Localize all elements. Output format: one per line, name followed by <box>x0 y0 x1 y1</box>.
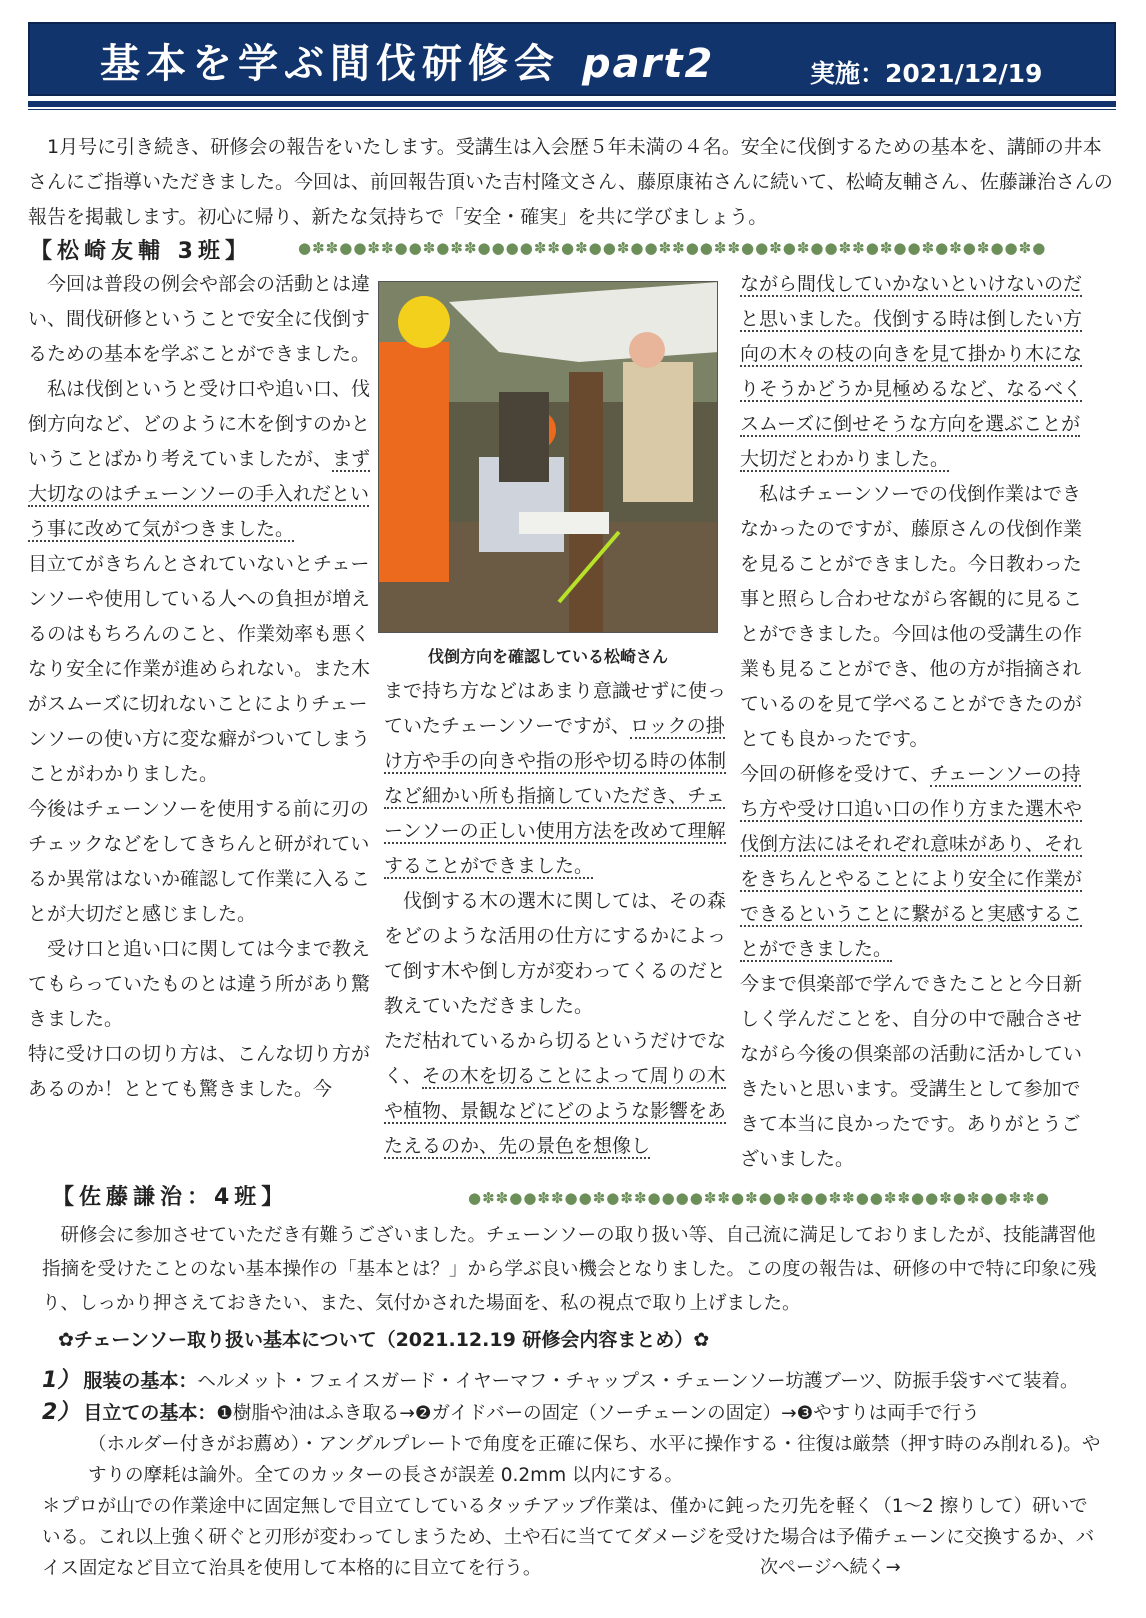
section-heading-sato: 【佐藤謙治：4班】 <box>52 1185 289 1210</box>
photo-illustration <box>379 282 718 633</box>
highlighted-sentence: ながら間伐していかないといけないのだと思いました。伐倒する時は倒したい方向の木々の枝の向きを見て掛かり木になりそうかどうか見極めるなど、なるべくスムーズに倒せそうな方向を選ぶことが大切だとわかりました。 <box>740 273 1083 470</box>
article-column-1: 今回は普段の例会や部会の活動とは違い、間伐研修ということで安全に伐倒するための基本を学ぶことができました。 私は伐倒というと受け口や追い口、伐倒方向など、どのように木を倒すのかということばかり考えていましたが、まず大切なのはチェーンソーの手入れだという事に改めて気がつきました。 目立てがきちんとされていないとチェーンソーや使用している人への負担が増えるのはもちろんのこと、作業効率も悪くなり安全に作業が進められない。また木がスムーズに切れないことによりチェーンソーの使い方に変な癖がついてしまうことがわかりました。 今後はチェーンソーを使用する前に刃のチェックなどをしてきちんと研がれているか異常はないか確認して作業に入ることが大切だと感じました。 受け口と追い口に関しては今まで教えてもらっていたものとは違う所があり驚きました。 特に受け口の切り方は、こんな切り方があるのか！ととても驚きました。今 <box>28 273 371 1100</box>
list-item: 1） 服装の基本：ヘルメット・フェイスガード・イヤーマフ・チャップス・チェーンソー坊護ブーツ、防振手袋すべて装着。 <box>42 1368 1079 1393</box>
article-column-3: ながら間伐していかないといけないのだと思いました。伐倒する時は倒したい方向の木々の枝の向きを見て掛かり木になりそうかどうか見極めるなど、なるべくスムーズに倒せそうな方向を選ぶことが大切だとわかりました。 私はチェーンソーでの伐倒作業はできなかったのですが、藤原さんの伐倒作業を見ることができました。今日教わった事と照らし合わせながら客観的に見ることができました。今回は他の受講生の作業も見ることができ、他の方が指摘されているのを見て学べることができたのがとても良かったです。 今回の研修を受けて、チェーンソーの持ち方や受け口追い口の作り方また選木や伐倒方法にはそれぞれ意味があり、それをきちんとやることにより安全に作業ができるということに繋がると実感することができました。 今まで倶楽部で学んできたことと今日新しく学んだことを、自分の中で融合させながら今後の倶楽部の活動に活かしていきたいと思います。受講生として参加できて本当に良かったです。ありがとうございました。 <box>740 273 1083 1170</box>
article-column-2: まで持ち方などはあまり意識せずに使っていたチェーンソーですが、ロックの掛け方や手の向きや指の形や切る時の体制など細かい所も指摘していただき、チェーンソーの正しい使用方法を改めて理解することができました。 伐倒する木の選木に関しては、その森をどのような活用の仕方にするかによって倒す木や倒し方が変わってくるのだと教えていただきました。 ただ枯れているから切るというだけでなく、その木を切ることによって周りの木や植物、景観などにどのような影響をあたえるのか、先の景色を想像し <box>384 680 727 1157</box>
highlighted-sentence: ロックの掛け方や手の向きや指の形や切る時の体制など細かい所も指摘していただき、チェーンソーの正しい使用方法を改めて理解することができました。 <box>384 715 727 877</box>
list-item: 2） 目立ての基本：❶樹脂や油はふき取る→❷ガイドバーの固定（ソーチェーンの固定）→❸やすりは両手で行う <box>42 1400 980 1425</box>
training-photo <box>378 281 718 633</box>
part-label: part2 <box>582 41 715 87</box>
leaf-ornament-icon: ●✽✽●●✽✽●●✽●✽✽●●●●✽✽●✽●●✽●●✽✽●●✽✽●●✽●✽●●✽✽● <box>468 1190 1050 1206</box>
leaf-ornament-icon: ●✽✽●●✽✽●●✽●✽✽●●●●✽✽●✽●●✽●●✽✽●●✽✽●●✽●✽●●✽✽●✽●●✽●✽●✽●●✽● <box>298 240 1047 256</box>
highlighted-sentence: チェーンソーの持ち方や受け口追い口の作り方また選木や伐倒方法にはそれぞれ意味があり、それをきちんとやることにより安全に作業ができるということに繋がると実感することができました。 <box>740 763 1083 960</box>
page-title: 基本を学ぶ間伐研修会 part2 <box>100 41 715 87</box>
list-item-detail: （ホルダー付きがお薦め）・アングルプレートで角度を正確に保ち、水平に操作する・往復は厳禁（押す時のみ削れる)。やすりの摩耗は論外。全てのカッターの長さが誤差 0.2mm 以内にする。 <box>88 1434 1101 1486</box>
event-date: 実施：2021/12/19 <box>810 59 1043 88</box>
header-rule <box>28 101 1116 107</box>
touchup-note: ＊プロが山での作業途中に固定無しで目立てしているタッチアップ作業は、僅かに鈍った刃先を軽く（1〜2 擦りして）研いでいる。これ以上強く研ぐと刃形が変わってしまうため、土や石に当ててダメージを受けた場合は予備チェーンに交換するか、バイス固定など目立て治具を使用して本格的に目立てを行う。 <box>42 1496 1095 1579</box>
basics-list <box>42 1365 1102 1491</box>
highlighted-sentence: その木を切ることによって周りの木や植物、景観などにどのような影響をあたえるのか、先の景色を想像し <box>384 1065 727 1157</box>
continued-label: 次ページへ続く→ <box>760 1557 901 1578</box>
intro-paragraph: 1月号に引き続き、研修会の報告をいたします。受講生は入会歴５年未満の４名。安全に伐倒するための基本を、講師の井本さんにご指導いただきました。今回は、前回報告頂いた吉村隆文さん、藤原康祐さんに続いて、松崎友輔さん、佐藤謙治さんの報告を掲載します。初心に帰り、新たな気持ちで「安全・確実」を共に学びましょう。 <box>28 136 1113 228</box>
header-rule-thin <box>28 109 1116 110</box>
highlighted-sentence: まず大切なのはチェーンソーの手入れだという事に改めて気がつきました。 <box>28 448 371 540</box>
section-heading-matsuzaki: 【松崎友輔 3班】 <box>30 239 252 264</box>
sato-intro: 研修会に参加させていただき有難うございました。チェーンソーの取り扱い等、自己流に満足しておりましたが、技能講習他指摘を受けたことのない基本操作の「基本とは？」から学ぶ良い機会となりました。この度の報告は、研修の中で特に印象に残り、しっかり押さえておきたい、また、気付かされた場面を、私の視点で取り上げました。 <box>42 1225 1097 1314</box>
summary-heading: ✿チェーンソー取り扱い基本について（2021.12.19 研修会内容まとめ）✿ <box>58 1329 710 1351</box>
photo-caption: 伐倒方向を確認している松崎さん <box>427 647 668 666</box>
page-header <box>28 22 1116 96</box>
